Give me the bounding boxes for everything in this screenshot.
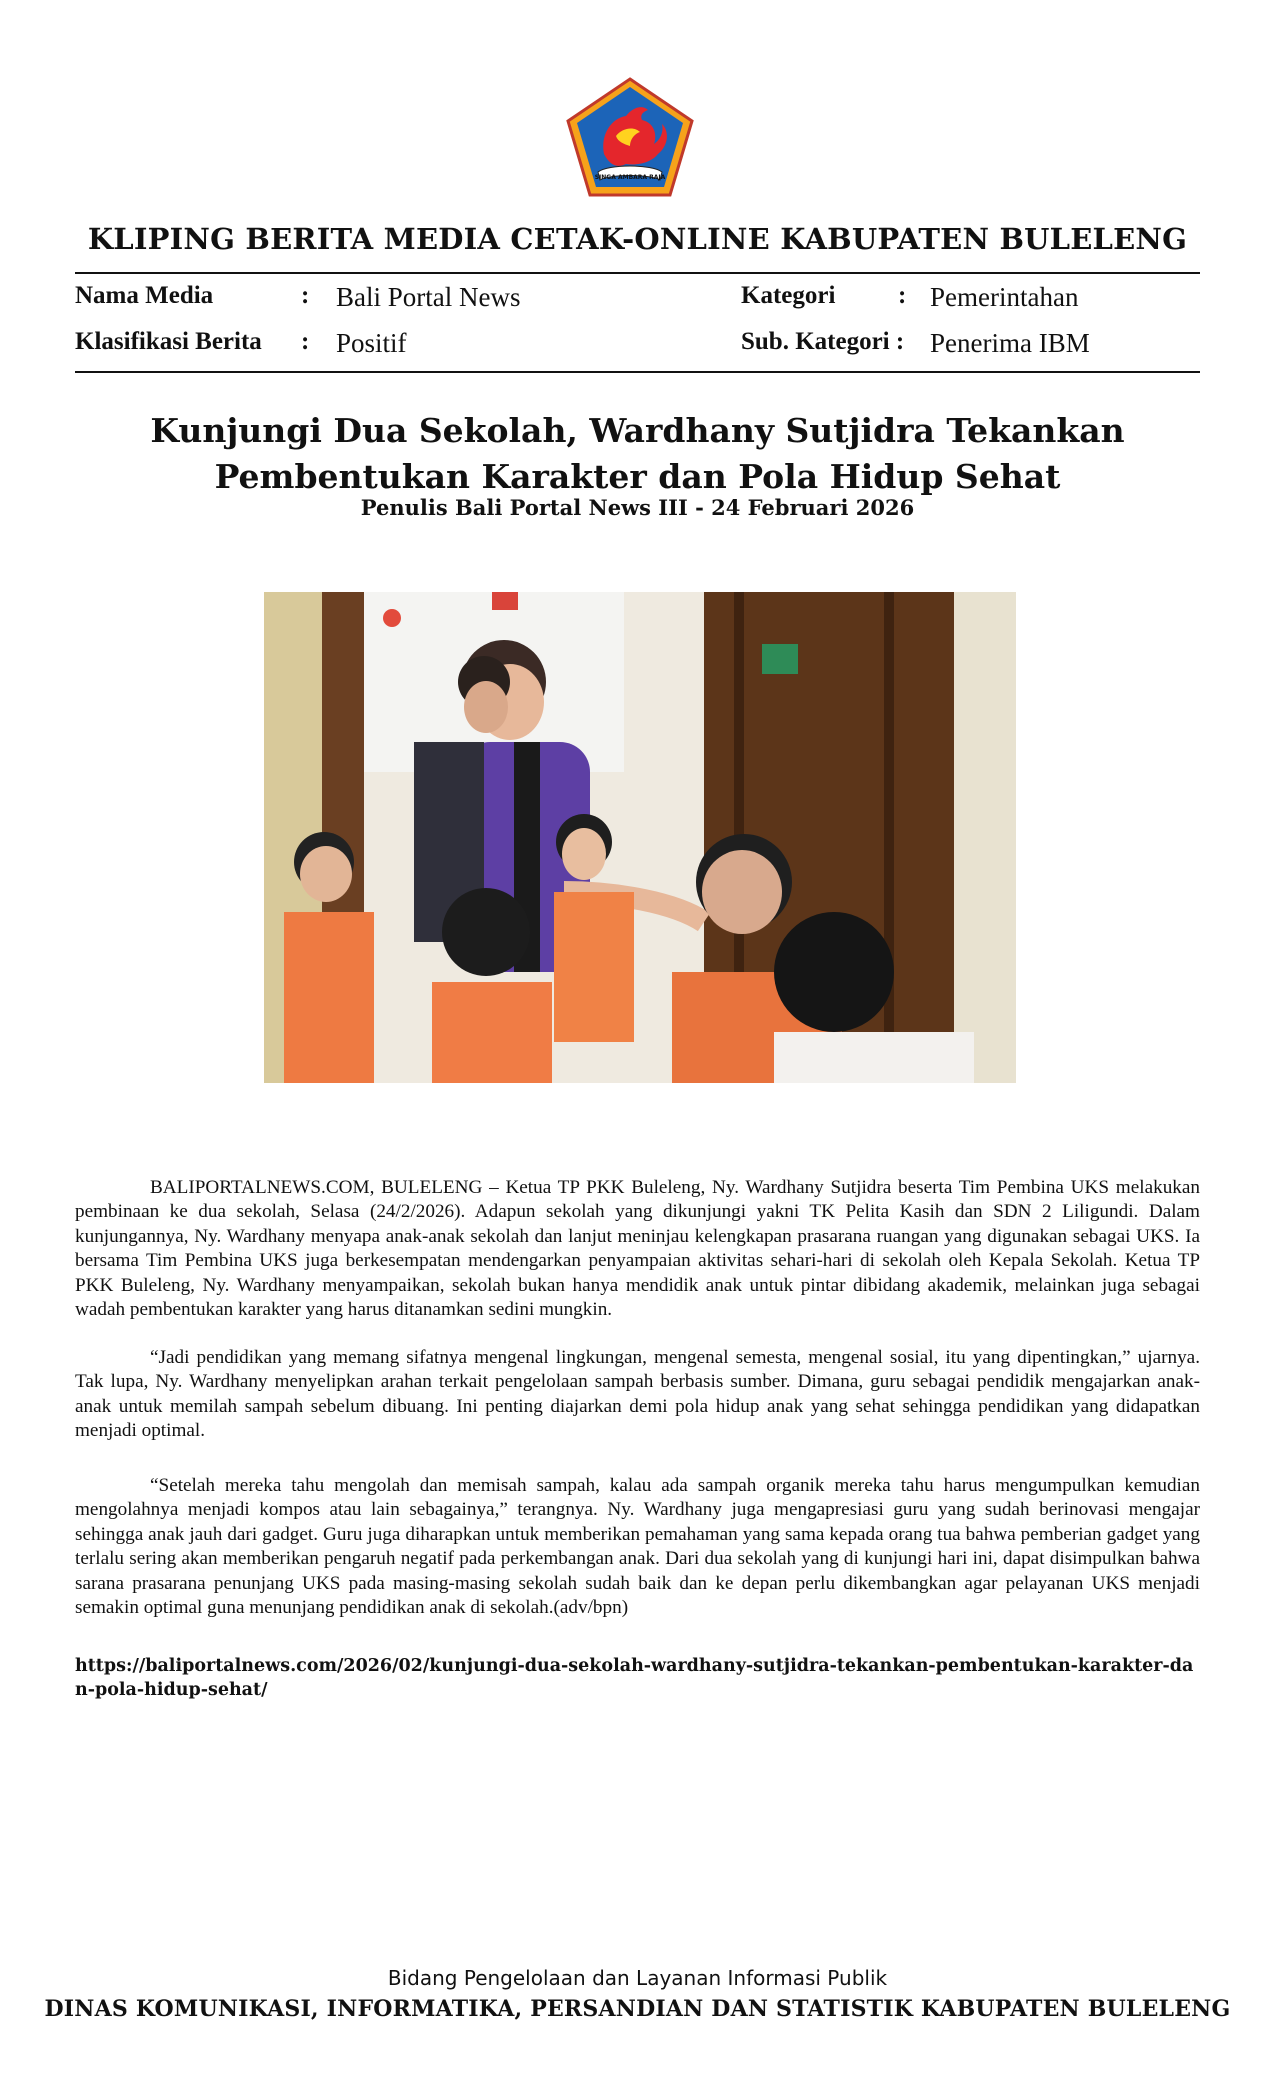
- nama-media-colon: :: [301, 282, 310, 309]
- sub-kategori-label: Sub. Kategori :: [741, 328, 905, 355]
- article-paragraph-1: [75, 1176, 1200, 1322]
- sub-kategori-value: Penerima IBM: [930, 328, 1090, 358]
- emblem-motto: SINGA AMBARA RAJA: [594, 174, 666, 181]
- regency-emblem-icon: [564, 76, 696, 198]
- paragraph-text: “Setelah mereka tahu mengolah dan memisah sampah, kalau ada sampah organik mereka tahu harus mengumpulkan kemudian mengolahnya menjadi kompos atau lain sebagainya,” terangnya. Ny. Wardhany juga mengapresiasi guru yang sudah berinovasi mengajar sehingga anak jauh dari gadget. Guru juga diharapkan untuk memberikan pemahaman yang sama kepada orang tua bahwa pemberian gadget yang terlalu sering akan memberikan pengaruh negatif pada perkembangan anak. Dari dua sekolah yang di kunjungi hari ini, dapat disimpulkan bahwa sarana prasarana penunjang UKS pada masing-masing sekolah sudah baik dan ke depan perlu dikembangkan agar pelayanan UKS menjadi semakin optimal guna menunjang pendidikan anak di sekolah.(adv/bpn): [75, 1475, 1200, 1619]
- header-top-rule: [75, 272, 1200, 274]
- klasifikasi-berita-colon: :: [301, 328, 310, 355]
- nama-media-value: Bali Portal News: [336, 282, 521, 312]
- footer-agency: DINAS KOMUNIKASI, INFORMATIKA, PERSANDIAN DAN STATISTIK KABUPATEN BULELENG: [44, 1996, 1231, 2022]
- klasifikasi-berita-value: Positif: [336, 328, 407, 358]
- nama-media-label: Nama Media: [75, 282, 214, 309]
- paragraph-text: BALIPORTALNEWS.COM, BULELENG – Ketua TP PKK Buleleng, Ny. Wardhany Sutjidra beserta Tim Pembina UKS melakukan pembinaan ke dua sekolah, Selasa (24/2/2026). Adapun sekolah yang dikunjungi yakni TK Pelita Kasih dan SDN 2 Liligundi. Dalam kunjungannya, Ny. Wardhany menyapa anak-anak sekolah dan lanjut meninjau kelengkapan prasarana ruangan yang digunakan sebagai UKS. Ia bersama Tim Pembina UKS juga berkesempatan mendengarkan penyampaian aktivitas sehari-hari di sekolah oleh Kepala Sekolah. Ketua TP PKK Buleleng, Ny. Wardhany menyampaikan, sekolah bukan hanya mendidik anak untuk pintar dibidang akademik, melainkan juga sebagai wadah pembentukan karakter yang harus ditanamkan sedini mungkin.: [75, 1177, 1200, 1321]
- article-paragraph-2: [75, 1346, 1200, 1444]
- header-bottom-rule: [75, 371, 1200, 373]
- article-title: Kunjungi Dua Sekolah, Wardhany Sutjidra Tekankan Pembentukan Karakter dan Pola Hidup Sehat: [150, 411, 1125, 496]
- klasifikasi-berita-label: Klasifikasi Berita: [75, 328, 262, 355]
- kategori-label: Kategori: [741, 282, 836, 309]
- kategori-colon: :: [898, 282, 907, 309]
- paragraph-text: “Jadi pendidikan yang memang sifatnya mengenal lingkungan, mengenal semesta, mengenal sosial, itu yang dipentingkan,” ujarnya. Tak lupa, Ny. Wardhany menyelipkan arahan terkait pengelolaan sampah berbasis sumber. Dimana, guru sebagai pendidik mengajarkan anak-anak untuk memilah sampah sebelum dibuang. Ini penting diajarkan demi pola hidup anak yang sehat sehingga pendidikan yang didapatkan menjadi optimal.: [75, 1347, 1200, 1442]
- footer-division: Bidang Pengelolaan dan Layanan Informasi Publik: [387, 1966, 888, 1990]
- article-byline: Penulis Bali Portal News III - 24 Februari 2026: [360, 495, 915, 520]
- kategori-value: Pemerintahan: [930, 282, 1079, 312]
- clipping-header-title: KLIPING BERITA MEDIA CETAK-ONLINE KABUPATEN BULELENG: [87, 222, 1188, 256]
- photo-illustration-icon: [264, 592, 1016, 1083]
- source-url-link[interactable]: https://baliportalnews.com/2026/02/kunjungi-dua-sekolah-wardhany-sutjidra-tekankan-pembentukan-karakter-dan-pola-hidup-sehat/: [75, 1656, 1194, 1700]
- article-paragraph-3: [75, 1474, 1200, 1620]
- article-photo: [264, 592, 1016, 1083]
